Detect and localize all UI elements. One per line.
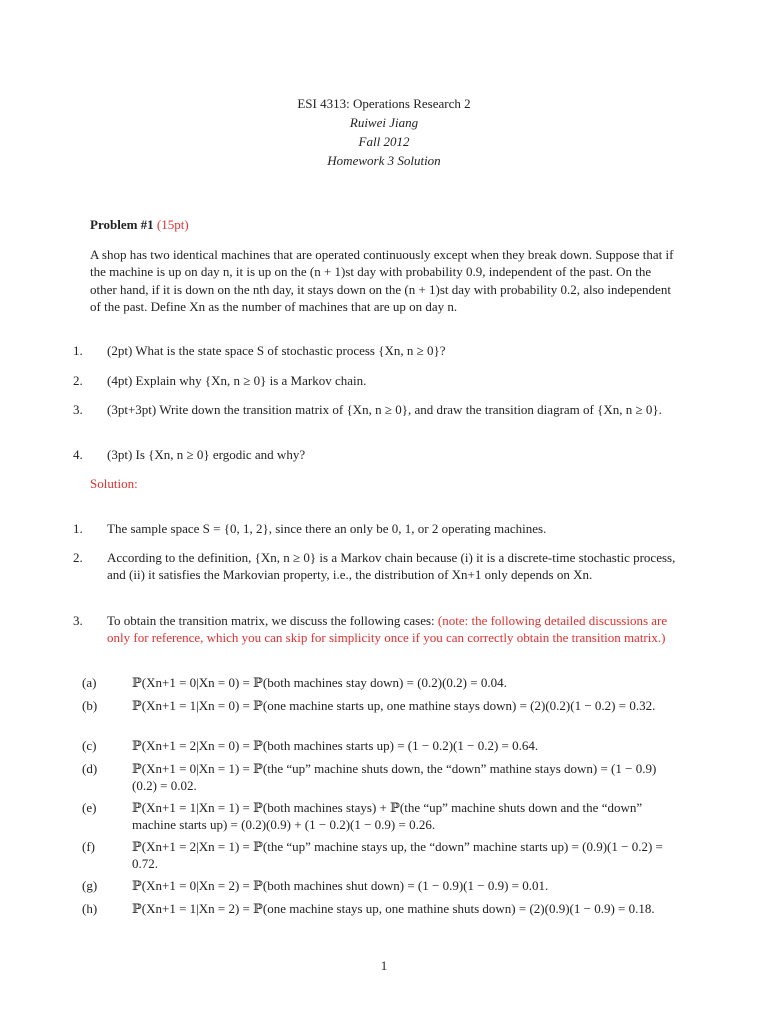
- solution-label: Solution:: [90, 476, 138, 491]
- case-f: (f) ℙ(Xn+1 = 2|Xn = 1) = ℙ(the “up” machine stays up, the “down” machine starts up) = (0.9)(1 − 0.2) = 0.72.: [82, 839, 663, 872]
- author-name: Ruiwei Jiang: [349, 115, 419, 130]
- document-header: [0, 94, 768, 170]
- answer-1: 1. The sample space S = {0, 1, 2}, since there an only be 0, 1, or 2 operating machines.: [73, 521, 547, 536]
- problem-points: (15pt): [156, 217, 189, 232]
- course-title: ESI 4313: Operations Research 2: [297, 96, 471, 111]
- question-3: 3. (3pt+3pt) Write down the transition matrix of {Xn, n ≥ 0}, and draw the transition diagram of {Xn, n ≥ 0}.: [73, 402, 662, 417]
- case-g: (g) ℙ(Xn+1 = 0|Xn = 2) = ℙ(both machines shut down) = (1 − 0.9)(1 − 0.9) = 0.01.: [82, 878, 549, 893]
- term: Fall 2012: [358, 134, 410, 149]
- document-title: Homework 3 Solution: [327, 153, 441, 168]
- answer-2: 2. According to the definition, {Xn, n ≥ 0} is a Markov chain because (i) it is a discrete-time stochastic process, and (ii) it satisfies the Markovian property, i.e., the distribution of Xn+1 only depends on Xn.: [73, 550, 676, 583]
- problem-label: Problem #1: [90, 217, 154, 232]
- question-4: 4. (3pt) Is {Xn, n ≥ 0} ergodic and why?: [73, 447, 306, 462]
- case-a: (a) ℙ(Xn+1 = 0|Xn = 0) = ℙ(both machines stay down) = (0.2)(0.2) = 0.04.: [82, 675, 507, 690]
- case-c: (c) ℙ(Xn+1 = 2|Xn = 0) = ℙ(both machines starts up) = (1 − 0.2)(1 − 0.2) = 0.64.: [82, 738, 539, 753]
- case-d: (d) ℙ(Xn+1 = 0|Xn = 1) = ℙ(the “up” machine shuts down, the “down” mathine stays down) = (1 − 0.9)(0.2) = 0.02.: [82, 761, 657, 794]
- answer-3: 3. To obtain the transition matrix, we discuss the following cases: (note: the following detailed discussions are only for reference, which you can skip for simplicity once if you can correctly obtain the transition matrix.): [73, 613, 668, 646]
- case-e: (e) ℙ(Xn+1 = 1|Xn = 1) = ℙ(both machines stays) + ℙ(the “up” machine shuts down and the “down” machine starts up) = (0.2)(0.9) + (1 − 0.2)(1 − 0.9) = 0.26.: [82, 800, 643, 833]
- case-b: (b) ℙ(Xn+1 = 1|Xn = 0) = ℙ(one machine starts up, one mathine stays down) = (2)(0.2)(1 − 0.2) = 0.32.: [82, 698, 656, 713]
- case-h: (h) ℙ(Xn+1 = 1|Xn = 2) = ℙ(one machine stays up, one mathine shuts down) = (2)(0.9)(1 − 0.9) = 0.18.: [82, 901, 655, 916]
- answer-3-note: (note: the following detailed discussions are only for reference, which you can skip for simplicity once if you can correctly obtain the transition matrix.): [107, 613, 668, 646]
- problem-heading: [90, 217, 189, 233]
- page-number: 1: [380, 958, 388, 973]
- problem-statement: A shop has two identical machines that are operated continuously except when they break down. Suppose that if the machine is up on day n, it is up on the (n + 1)st day with probability 0.9, independent of the past. On the other hand, if it is down on the nth day, it stays down on the (n + 1)st day with probability 0.2, also independent of the past. Define Xn as the number of machines that are up on day n.: [90, 247, 674, 315]
- question-1: 1. (2pt) What is the state space S of stochastic process {Xn, n ≥ 0}?: [73, 343, 446, 358]
- question-2: 2. (4pt) Explain why {Xn, n ≥ 0} is a Markov chain.: [73, 373, 367, 388]
